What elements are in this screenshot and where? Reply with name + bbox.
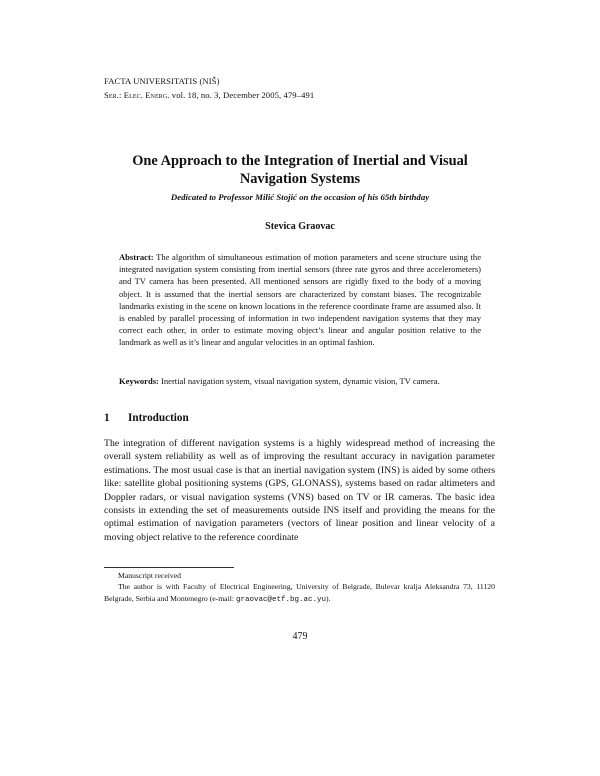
footnote-rule	[104, 567, 234, 568]
title-line-2: Navigation Systems	[239, 171, 361, 187]
section-body: The integration of different navigation systems is a highly widespread method of increasing the overall system reliability as well as of improving the resultant accuracy in navigation parameter estimations. The most usual case is that an inertial navigation system (INS) is aided by some others like: satellite global positioning systems (GPS, GLONASS), systems based on radar altimeters and Doppler radars, or visual navigation systems (VNS) based on TV or IR cameras. The basic idea consists in extending the set of measurements outside INS itself and providing the means for the optimal estimation of navigation parameters (vectors of linear position and linear velocity of a moving object relative to the reference coordinate	[104, 438, 495, 543]
keywords-label: Keywords:	[119, 376, 159, 386]
author-name: Stevica Graovac	[265, 221, 335, 232]
affiliation-end: ).	[325, 593, 331, 603]
journal-series	[104, 88, 314, 102]
title-line-1: One Approach to the Integration of Inertial and Visual	[132, 153, 468, 169]
keywords-text: Inertial navigation system, visual navigation system, dynamic vision, TV camera.	[161, 376, 440, 386]
section-number: 1	[104, 412, 110, 424]
abstract-text: The algorithm of simultaneous estimation of motion parameters and scene structure using the integrated navigation system consisting from inertial sensors (three rate gyros and three accelerometers) and TV camera has been presented. All mentioned sensors are rigidly fixed to the body of a moving object. It is assumed that the inertial sensors are characterized by constant biases. The recognizable landmarks existing in the scene on known locations in the reference coordinate frame are assumed also. It is enabled by parallel processing of information in two independent navigation systems that they may correct each other, in order to estimate moving object’s linear and angular position relative to the landmark as well as it’s linear and angular velocities in an optimal fashion.	[119, 252, 481, 348]
footnote-received: Manuscript received	[118, 571, 181, 580]
section-title: Introduction	[128, 412, 189, 424]
journal-name: FACTA UNIVERSITATIS (NIŠ)	[104, 76, 220, 86]
abstract	[119, 251, 481, 349]
affiliation-text: The author is with Faculty of Electrical Engineering, University of Belgrade, Bulevar kralja Aleksandra 73, 11120 Belgrade, Serbia and Montenegro (e-mail:	[104, 582, 495, 603]
footnote-affiliation	[104, 581, 495, 606]
series-details: vol. 18, no. 3, December 2005, 479–491	[169, 90, 315, 100]
series-prefix: Ser.: Elec. Energ.	[104, 90, 170, 100]
keywords	[119, 375, 481, 387]
page-number: 479	[292, 631, 308, 642]
journal-header	[104, 74, 314, 102]
author-email: graovac@etf.bg.ac.yu	[235, 595, 326, 604]
footnotes	[104, 570, 495, 606]
paper-title	[100, 152, 500, 188]
abstract-label: Abstract:	[119, 252, 154, 262]
section-heading	[104, 412, 189, 424]
dedication: Dedicated to Professor Milić Stojić on the occasion of his 65th birthday	[170, 192, 430, 202]
